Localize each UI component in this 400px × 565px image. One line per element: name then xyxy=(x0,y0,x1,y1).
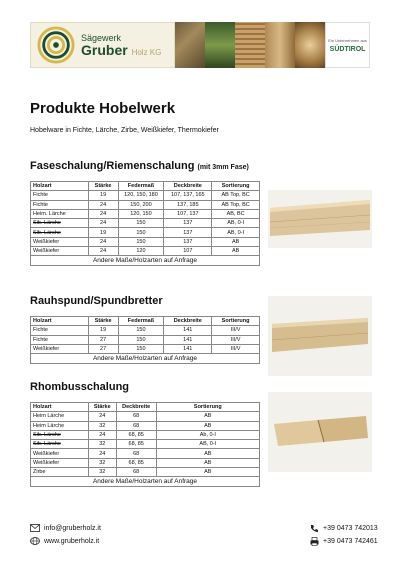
col-header: Deckbreite xyxy=(164,182,212,191)
fax-text: +39 0473 742461 xyxy=(323,538,378,545)
col-header: Holzart xyxy=(31,403,89,412)
cell: Ab, 0-I xyxy=(156,430,259,439)
cell: III/V xyxy=(212,326,260,335)
web-contact[interactable] xyxy=(30,537,99,545)
email-text: info@gruberholz.it xyxy=(44,524,101,532)
cell: Fichte xyxy=(31,200,89,209)
table-row xyxy=(31,191,260,200)
cell: AB xyxy=(156,449,259,458)
table-footer-row xyxy=(31,354,260,364)
fax-icon xyxy=(310,537,319,546)
photo-timber xyxy=(235,22,265,68)
table-footer-row xyxy=(31,256,260,266)
cell: AB xyxy=(156,421,259,430)
section-title-faseschalung xyxy=(30,160,249,172)
cell: AB xyxy=(212,247,260,256)
cell: Weißkiefer xyxy=(31,237,89,246)
cell: AB, 0-I xyxy=(212,219,260,228)
brand-name xyxy=(81,43,161,57)
sud-brand: SÜDTIROL xyxy=(329,45,366,53)
cell: III/V xyxy=(212,344,260,353)
table-row xyxy=(31,228,260,237)
cell: AB Top, BC xyxy=(212,200,260,209)
cell: 68 xyxy=(116,449,156,458)
table-rhombus xyxy=(30,402,260,487)
cell: AB Top, BC xyxy=(212,191,260,200)
cell: 68, 85 xyxy=(116,430,156,439)
cell: 150 xyxy=(118,344,164,353)
table-row xyxy=(31,421,260,430)
cell: Fichte xyxy=(31,335,89,344)
cell: AB xyxy=(212,237,260,246)
photo-stack xyxy=(265,22,295,68)
page-subtitle: Hobelware in Fichte, Lärche, Zirbe, Weißkiefer, Thermokiefer xyxy=(30,127,219,134)
col-header: Federmaß xyxy=(118,182,164,191)
cell: 68, 85 xyxy=(116,458,156,467)
phone-icon xyxy=(310,524,319,533)
photo-logs xyxy=(175,22,205,68)
table-row xyxy=(31,440,260,449)
header-photos xyxy=(175,22,325,68)
brand-main: Gruber xyxy=(81,41,128,58)
cell: 24 xyxy=(88,219,118,228)
cell: AB, 0-I xyxy=(212,228,260,237)
cell: 24 xyxy=(88,412,116,421)
cell: Heim. Lärche xyxy=(31,209,89,218)
cell: 24 xyxy=(88,209,118,218)
col-header: Stärke xyxy=(88,317,118,326)
cell: 19 xyxy=(88,228,118,237)
cell: Fichte xyxy=(31,191,89,200)
table-footnote: Andere Maße/Holzarten auf Anfrage xyxy=(31,354,260,364)
cell: 32 xyxy=(88,458,116,467)
cell: 120, 150, 180 xyxy=(118,191,164,200)
cell: 32 xyxy=(88,421,116,430)
cell: 27 xyxy=(88,344,118,353)
table-header-row xyxy=(31,317,260,326)
cell: Heim Lärche xyxy=(31,412,89,421)
cell: 19 xyxy=(88,191,118,200)
section-title-rauhspund xyxy=(30,295,163,307)
table-row xyxy=(31,335,260,344)
cell: 141 xyxy=(164,326,212,335)
cell: AB xyxy=(156,412,259,421)
col-header: Federmaß xyxy=(118,317,164,326)
photo-rings xyxy=(295,22,325,68)
table-faseschalung xyxy=(30,181,260,266)
wood-profile-image-rhombus xyxy=(268,392,372,472)
table-row xyxy=(31,247,260,256)
table-row xyxy=(31,219,260,228)
brand-suffix: Holz KG xyxy=(131,47,162,57)
col-header: Deckbreite xyxy=(116,403,156,412)
table-row xyxy=(31,200,260,209)
cell: AB, 0-I xyxy=(156,440,259,449)
cell: 150 xyxy=(118,326,164,335)
cell: 137 xyxy=(164,228,212,237)
col-header: Sortierung xyxy=(156,403,259,412)
table-footnote: Andere Maße/Holzarten auf Anfrage xyxy=(31,477,260,487)
page-title: Produkte Hobelwerk xyxy=(30,100,176,117)
cell: AB, BC xyxy=(212,209,260,218)
col-header: Holzart xyxy=(31,317,89,326)
cell: 68 xyxy=(116,421,156,430)
col-header: Deckbreite xyxy=(164,317,212,326)
company-logo xyxy=(30,22,175,68)
cell: 120, 150 xyxy=(118,209,164,218)
cell: Sib. Lärche xyxy=(31,228,89,237)
table-row xyxy=(31,344,260,353)
table-row xyxy=(31,326,260,335)
cell: 68 xyxy=(116,468,156,477)
brand-top: Sägewerk xyxy=(81,32,122,43)
section-title-text: Rauhspund/Spundbretter xyxy=(30,295,163,307)
cell: 24 xyxy=(88,200,118,209)
cell: AB xyxy=(156,458,259,467)
cell: 24 xyxy=(88,237,118,246)
header-banner xyxy=(30,22,370,68)
table-footer-row xyxy=(31,477,260,487)
cell: 150 xyxy=(118,228,164,237)
cell: 68, 85 xyxy=(116,440,156,449)
cell: III/V xyxy=(212,335,260,344)
col-header: Sortierung xyxy=(212,317,260,326)
cell: Sib. Lärche xyxy=(31,430,89,439)
web-text: www.gruberholz.it xyxy=(44,537,100,545)
table-row xyxy=(31,209,260,218)
cell: 24 xyxy=(88,449,116,458)
table-row xyxy=(31,430,260,439)
cell: Fichte xyxy=(31,326,89,335)
logo-rings-icon xyxy=(37,26,75,64)
cell: 107 xyxy=(164,247,212,256)
table-footnote: Andere Maße/Holzarten auf Anfrage xyxy=(31,256,260,266)
mail-icon xyxy=(30,524,40,532)
cell: Sib. Lärche xyxy=(31,219,89,228)
col-header: Holzart xyxy=(31,182,89,191)
photo-forest xyxy=(205,22,235,68)
cell: 19 xyxy=(88,326,118,335)
cell: 68 xyxy=(116,412,156,421)
table-header-row xyxy=(31,182,260,191)
phone-contact[interactable] xyxy=(310,524,378,533)
cell: Heim Lärche xyxy=(31,421,89,430)
section-title-text: Rhombusschalung xyxy=(30,381,130,393)
table-header-row xyxy=(31,403,260,412)
cell: Sib. Lärche xyxy=(31,440,89,449)
cell: 150, 200 xyxy=(118,200,164,209)
email-contact[interactable] xyxy=(30,524,101,532)
cell: 137 xyxy=(164,237,212,246)
cell: 107, 137, 165 xyxy=(164,191,212,200)
cell: Weißkiefer xyxy=(31,449,89,458)
cell: Weißkiefer xyxy=(31,458,89,467)
cell: 137 xyxy=(164,219,212,228)
cell: AB xyxy=(156,468,259,477)
cell: 32 xyxy=(88,468,116,477)
cell: 141 xyxy=(164,344,212,353)
globe-icon xyxy=(30,537,40,545)
cell: 107, 137 xyxy=(164,209,212,218)
cell: 24 xyxy=(88,430,116,439)
wood-profile-image-faseschalung xyxy=(268,190,372,248)
wood-profile-image-rauhspund xyxy=(268,296,372,376)
cell: 137, 185 xyxy=(164,200,212,209)
cell: 32 xyxy=(88,440,116,449)
col-header: Stärke xyxy=(88,182,118,191)
cell: 141 xyxy=(164,335,212,344)
phone-text: +39 0473 742013 xyxy=(323,525,378,532)
cell: Zirbe xyxy=(31,468,89,477)
table-row xyxy=(31,458,260,467)
section-title-text: Faseschalung/Riemenschalung xyxy=(30,160,195,172)
table-row xyxy=(31,412,260,421)
section-title-rhombus xyxy=(30,381,129,393)
cell: 150 xyxy=(118,219,164,228)
cell: 24 xyxy=(88,247,118,256)
table-rauhspund xyxy=(30,316,260,364)
cell: 120 xyxy=(118,247,164,256)
cell: 150 xyxy=(118,237,164,246)
cell: Weißkiefer xyxy=(31,344,89,353)
table-row xyxy=(31,468,260,477)
suedtirol-badge xyxy=(325,22,370,68)
cell: 150 xyxy=(118,335,164,344)
section-note: (mit 3mm Fase) xyxy=(197,164,249,171)
col-header: Sortierung xyxy=(212,182,260,191)
sud-line: Ein Unternehmen aus xyxy=(328,37,367,43)
col-header: Stärke xyxy=(88,403,116,412)
fax-contact xyxy=(310,537,378,546)
cell: 27 xyxy=(88,335,118,344)
cell: Weißkiefer xyxy=(31,247,89,256)
table-row xyxy=(31,237,260,246)
table-row xyxy=(31,449,260,458)
